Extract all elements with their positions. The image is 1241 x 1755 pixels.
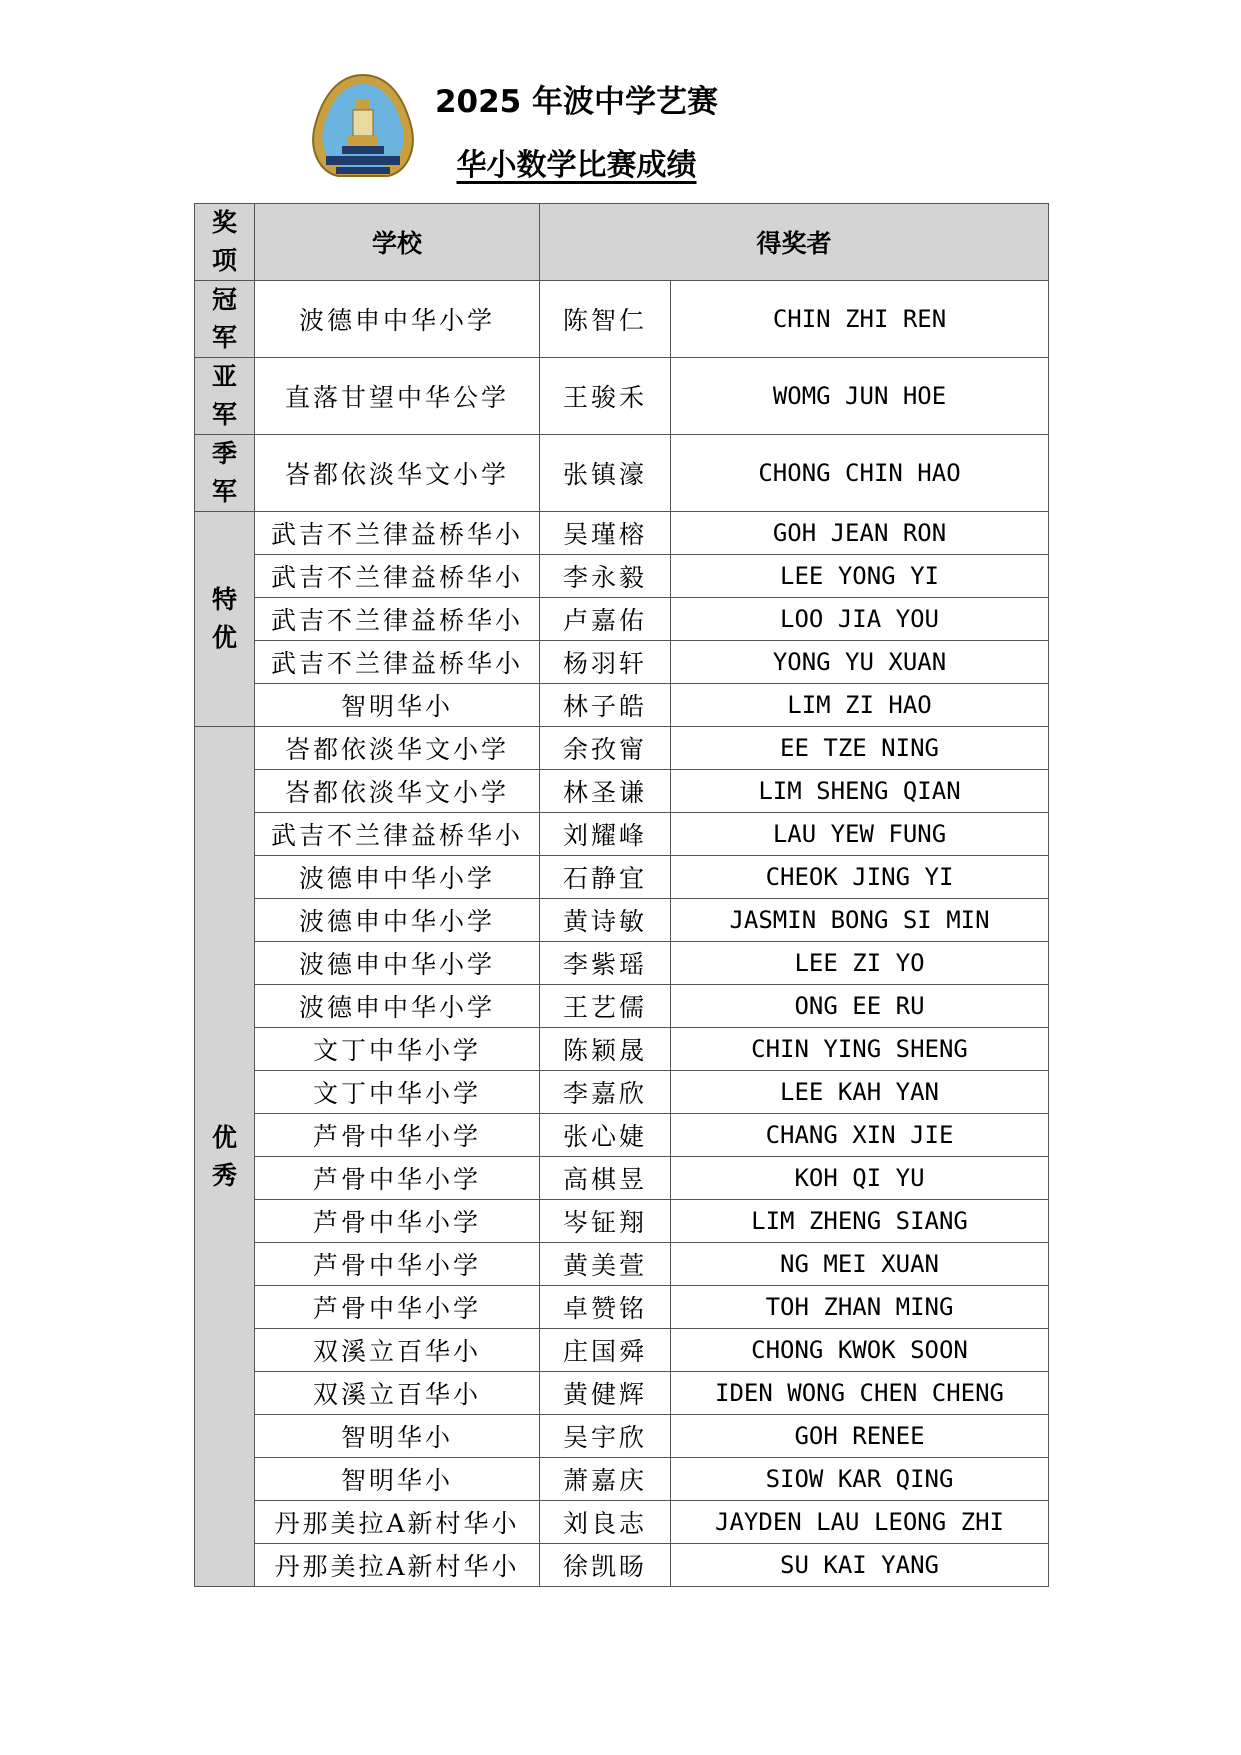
table-row bbox=[195, 1415, 1049, 1458]
winner-chinese-name: 萧嘉庆 bbox=[540, 1458, 671, 1501]
school-cell: 峇都依淡华文小学 bbox=[255, 435, 540, 512]
header-award bbox=[195, 204, 255, 281]
school-cell: 芦骨中华小学 bbox=[255, 1286, 540, 1329]
table-row bbox=[195, 1071, 1049, 1114]
table-row bbox=[195, 281, 1049, 358]
header-school: 学校 bbox=[255, 204, 540, 281]
school-cell: 文丁中华小学 bbox=[255, 1028, 540, 1071]
winner-chinese-name: 李嘉欣 bbox=[540, 1071, 671, 1114]
winner-english-name: CHIN ZHI REN bbox=[671, 281, 1049, 358]
award-label: 特优 bbox=[211, 585, 237, 652]
header-award-label: 奖项 bbox=[211, 208, 237, 275]
award-cell bbox=[195, 512, 255, 727]
winner-english-name: CHEOK JING YI bbox=[671, 856, 1049, 899]
winner-chinese-name: 吴瑾榕 bbox=[540, 512, 671, 555]
school-cell: 智明华小 bbox=[255, 684, 540, 727]
award-cell bbox=[195, 727, 255, 1587]
school-cell: 武吉不兰律益桥华小 bbox=[255, 512, 540, 555]
school-cell: 武吉不兰律益桥华小 bbox=[255, 813, 540, 856]
winner-english-name: SIOW KAR QING bbox=[671, 1458, 1049, 1501]
winner-english-name: LEE YONG YI bbox=[671, 555, 1049, 598]
winner-chinese-name: 黄诗敏 bbox=[540, 899, 671, 942]
table-row bbox=[195, 1458, 1049, 1501]
school-cell: 武吉不兰律益桥华小 bbox=[255, 641, 540, 684]
winner-english-name: LOO JIA YOU bbox=[671, 598, 1049, 641]
winner-english-name: NG MEI XUAN bbox=[671, 1243, 1049, 1286]
table-row bbox=[195, 1114, 1049, 1157]
winner-english-name: IDEN WONG CHEN CHENG bbox=[671, 1372, 1049, 1415]
winner-english-name: LIM ZI HAO bbox=[671, 684, 1049, 727]
winner-english-name: CHONG CHIN HAO bbox=[671, 435, 1049, 512]
winner-chinese-name: 李紫瑶 bbox=[540, 942, 671, 985]
school-cell: 文丁中华小学 bbox=[255, 1071, 540, 1114]
table-row bbox=[195, 1286, 1049, 1329]
table-row bbox=[195, 727, 1049, 770]
table-row bbox=[195, 512, 1049, 555]
school-cell: 丹那美拉A新村华小 bbox=[255, 1501, 540, 1544]
table-row bbox=[195, 1544, 1049, 1587]
winner-chinese-name: 张镇濠 bbox=[540, 435, 671, 512]
winner-english-name: ONG EE RU bbox=[671, 985, 1049, 1028]
winner-chinese-name: 林圣谦 bbox=[540, 770, 671, 813]
school-cell: 直落甘望中华公学 bbox=[255, 358, 540, 435]
winner-chinese-name: 岑钲翔 bbox=[540, 1200, 671, 1243]
table-row bbox=[195, 856, 1049, 899]
winner-english-name: EE TZE NING bbox=[671, 727, 1049, 770]
award-cell bbox=[195, 435, 255, 512]
winner-english-name: CHANG XIN JIE bbox=[671, 1114, 1049, 1157]
winner-english-name: LEE ZI YO bbox=[671, 942, 1049, 985]
school-cell: 芦骨中华小学 bbox=[255, 1114, 540, 1157]
winner-chinese-name: 刘耀峰 bbox=[540, 813, 671, 856]
page-subtitle: 华小数学比赛成绩 bbox=[456, 148, 697, 183]
table-row bbox=[195, 813, 1049, 856]
winner-chinese-name: 徐凯旸 bbox=[540, 1544, 671, 1587]
table-row bbox=[195, 1028, 1049, 1071]
winner-english-name: JAYDEN LAU LEONG ZHI bbox=[671, 1501, 1049, 1544]
school-cell: 芦骨中华小学 bbox=[255, 1243, 540, 1286]
winner-chinese-name: 张心婕 bbox=[540, 1114, 671, 1157]
header-winner: 得奖者 bbox=[540, 204, 1049, 281]
winner-chinese-name: 李永毅 bbox=[540, 555, 671, 598]
results-body bbox=[195, 281, 1049, 1587]
school-cell: 武吉不兰律益桥华小 bbox=[255, 555, 540, 598]
table-row bbox=[195, 770, 1049, 813]
winner-chinese-name: 林子皓 bbox=[540, 684, 671, 727]
table-row bbox=[195, 1501, 1049, 1544]
winner-chinese-name: 石静宜 bbox=[540, 856, 671, 899]
winner-chinese-name: 余孜甯 bbox=[540, 727, 671, 770]
winner-chinese-name: 陈颖晟 bbox=[540, 1028, 671, 1071]
winner-english-name: GOH JEAN RON bbox=[671, 512, 1049, 555]
award-label: 亚军 bbox=[211, 362, 237, 429]
table-row bbox=[195, 684, 1049, 727]
school-cell: 芦骨中华小学 bbox=[255, 1157, 540, 1200]
school-cell: 波德申中华小学 bbox=[255, 281, 540, 358]
winner-english-name: GOH RENEE bbox=[671, 1415, 1049, 1458]
school-cell: 峇都依淡华文小学 bbox=[255, 770, 540, 813]
award-cell bbox=[195, 281, 255, 358]
award-label: 冠军 bbox=[211, 285, 237, 352]
award-label: 优秀 bbox=[211, 1122, 237, 1190]
table-row bbox=[195, 598, 1049, 641]
school-cell: 双溪立百华小 bbox=[255, 1372, 540, 1415]
winner-english-name: SU KAI YANG bbox=[671, 1544, 1049, 1587]
award-cell bbox=[195, 358, 255, 435]
table-row bbox=[195, 899, 1049, 942]
school-cell: 智明华小 bbox=[255, 1415, 540, 1458]
winner-english-name: LEE KAH YAN bbox=[671, 1071, 1049, 1114]
winner-chinese-name: 刘良志 bbox=[540, 1501, 671, 1544]
winner-english-name: JASMIN BONG SI MIN bbox=[671, 899, 1049, 942]
winner-chinese-name: 黄健辉 bbox=[540, 1372, 671, 1415]
winner-chinese-name: 庄国舜 bbox=[540, 1329, 671, 1372]
winner-chinese-name: 吴宇欣 bbox=[540, 1415, 671, 1458]
results-table bbox=[194, 203, 1049, 1587]
winner-chinese-name: 陈智仁 bbox=[540, 281, 671, 358]
school-cell: 波德申中华小学 bbox=[255, 942, 540, 985]
winner-chinese-name: 王骏禾 bbox=[540, 358, 671, 435]
table-row bbox=[195, 1329, 1049, 1372]
award-label: 季军 bbox=[211, 439, 237, 506]
winner-english-name: KOH QI YU bbox=[671, 1157, 1049, 1200]
table-row bbox=[195, 985, 1049, 1028]
school-cell: 波德申中华小学 bbox=[255, 856, 540, 899]
winner-chinese-name: 王艺儒 bbox=[540, 985, 671, 1028]
winner-chinese-name: 杨羽轩 bbox=[540, 641, 671, 684]
winner-english-name: YONG YU XUAN bbox=[671, 641, 1049, 684]
table-row bbox=[195, 358, 1049, 435]
table-row bbox=[195, 435, 1049, 512]
table-row bbox=[195, 1243, 1049, 1286]
school-cell: 峇都依淡华文小学 bbox=[255, 727, 540, 770]
school-cell: 波德申中华小学 bbox=[255, 985, 540, 1028]
winner-english-name: WOMG JUN HOE bbox=[671, 358, 1049, 435]
school-cell: 智明华小 bbox=[255, 1458, 540, 1501]
winner-english-name: CHIN YING SHENG bbox=[671, 1028, 1049, 1071]
table-row bbox=[195, 555, 1049, 598]
winner-english-name: LIM ZHENG SIANG bbox=[671, 1200, 1049, 1243]
table-row bbox=[195, 1372, 1049, 1415]
winner-chinese-name: 黄美萱 bbox=[540, 1243, 671, 1286]
winner-chinese-name: 卢嘉佑 bbox=[540, 598, 671, 641]
winner-chinese-name: 高棋昱 bbox=[540, 1157, 671, 1200]
winner-english-name: LIM SHENG QIAN bbox=[671, 770, 1049, 813]
winner-english-name: CHONG KWOK SOON bbox=[671, 1329, 1049, 1372]
winner-chinese-name: 卓赞铭 bbox=[540, 1286, 671, 1329]
table-row bbox=[195, 942, 1049, 985]
winner-english-name: LAU YEW FUNG bbox=[671, 813, 1049, 856]
school-cell: 双溪立百华小 bbox=[255, 1329, 540, 1372]
page-title: 2025 年波中学艺赛 bbox=[434, 84, 719, 120]
school-cell: 芦骨中华小学 bbox=[255, 1200, 540, 1243]
winner-english-name: TOH ZHAN MING bbox=[671, 1286, 1049, 1329]
table-row bbox=[195, 1157, 1049, 1200]
table-row bbox=[195, 1200, 1049, 1243]
school-cell: 波德申中华小学 bbox=[255, 899, 540, 942]
school-cell: 武吉不兰律益桥华小 bbox=[255, 598, 540, 641]
school-cell: 丹那美拉A新村华小 bbox=[255, 1544, 540, 1587]
table-row bbox=[195, 641, 1049, 684]
